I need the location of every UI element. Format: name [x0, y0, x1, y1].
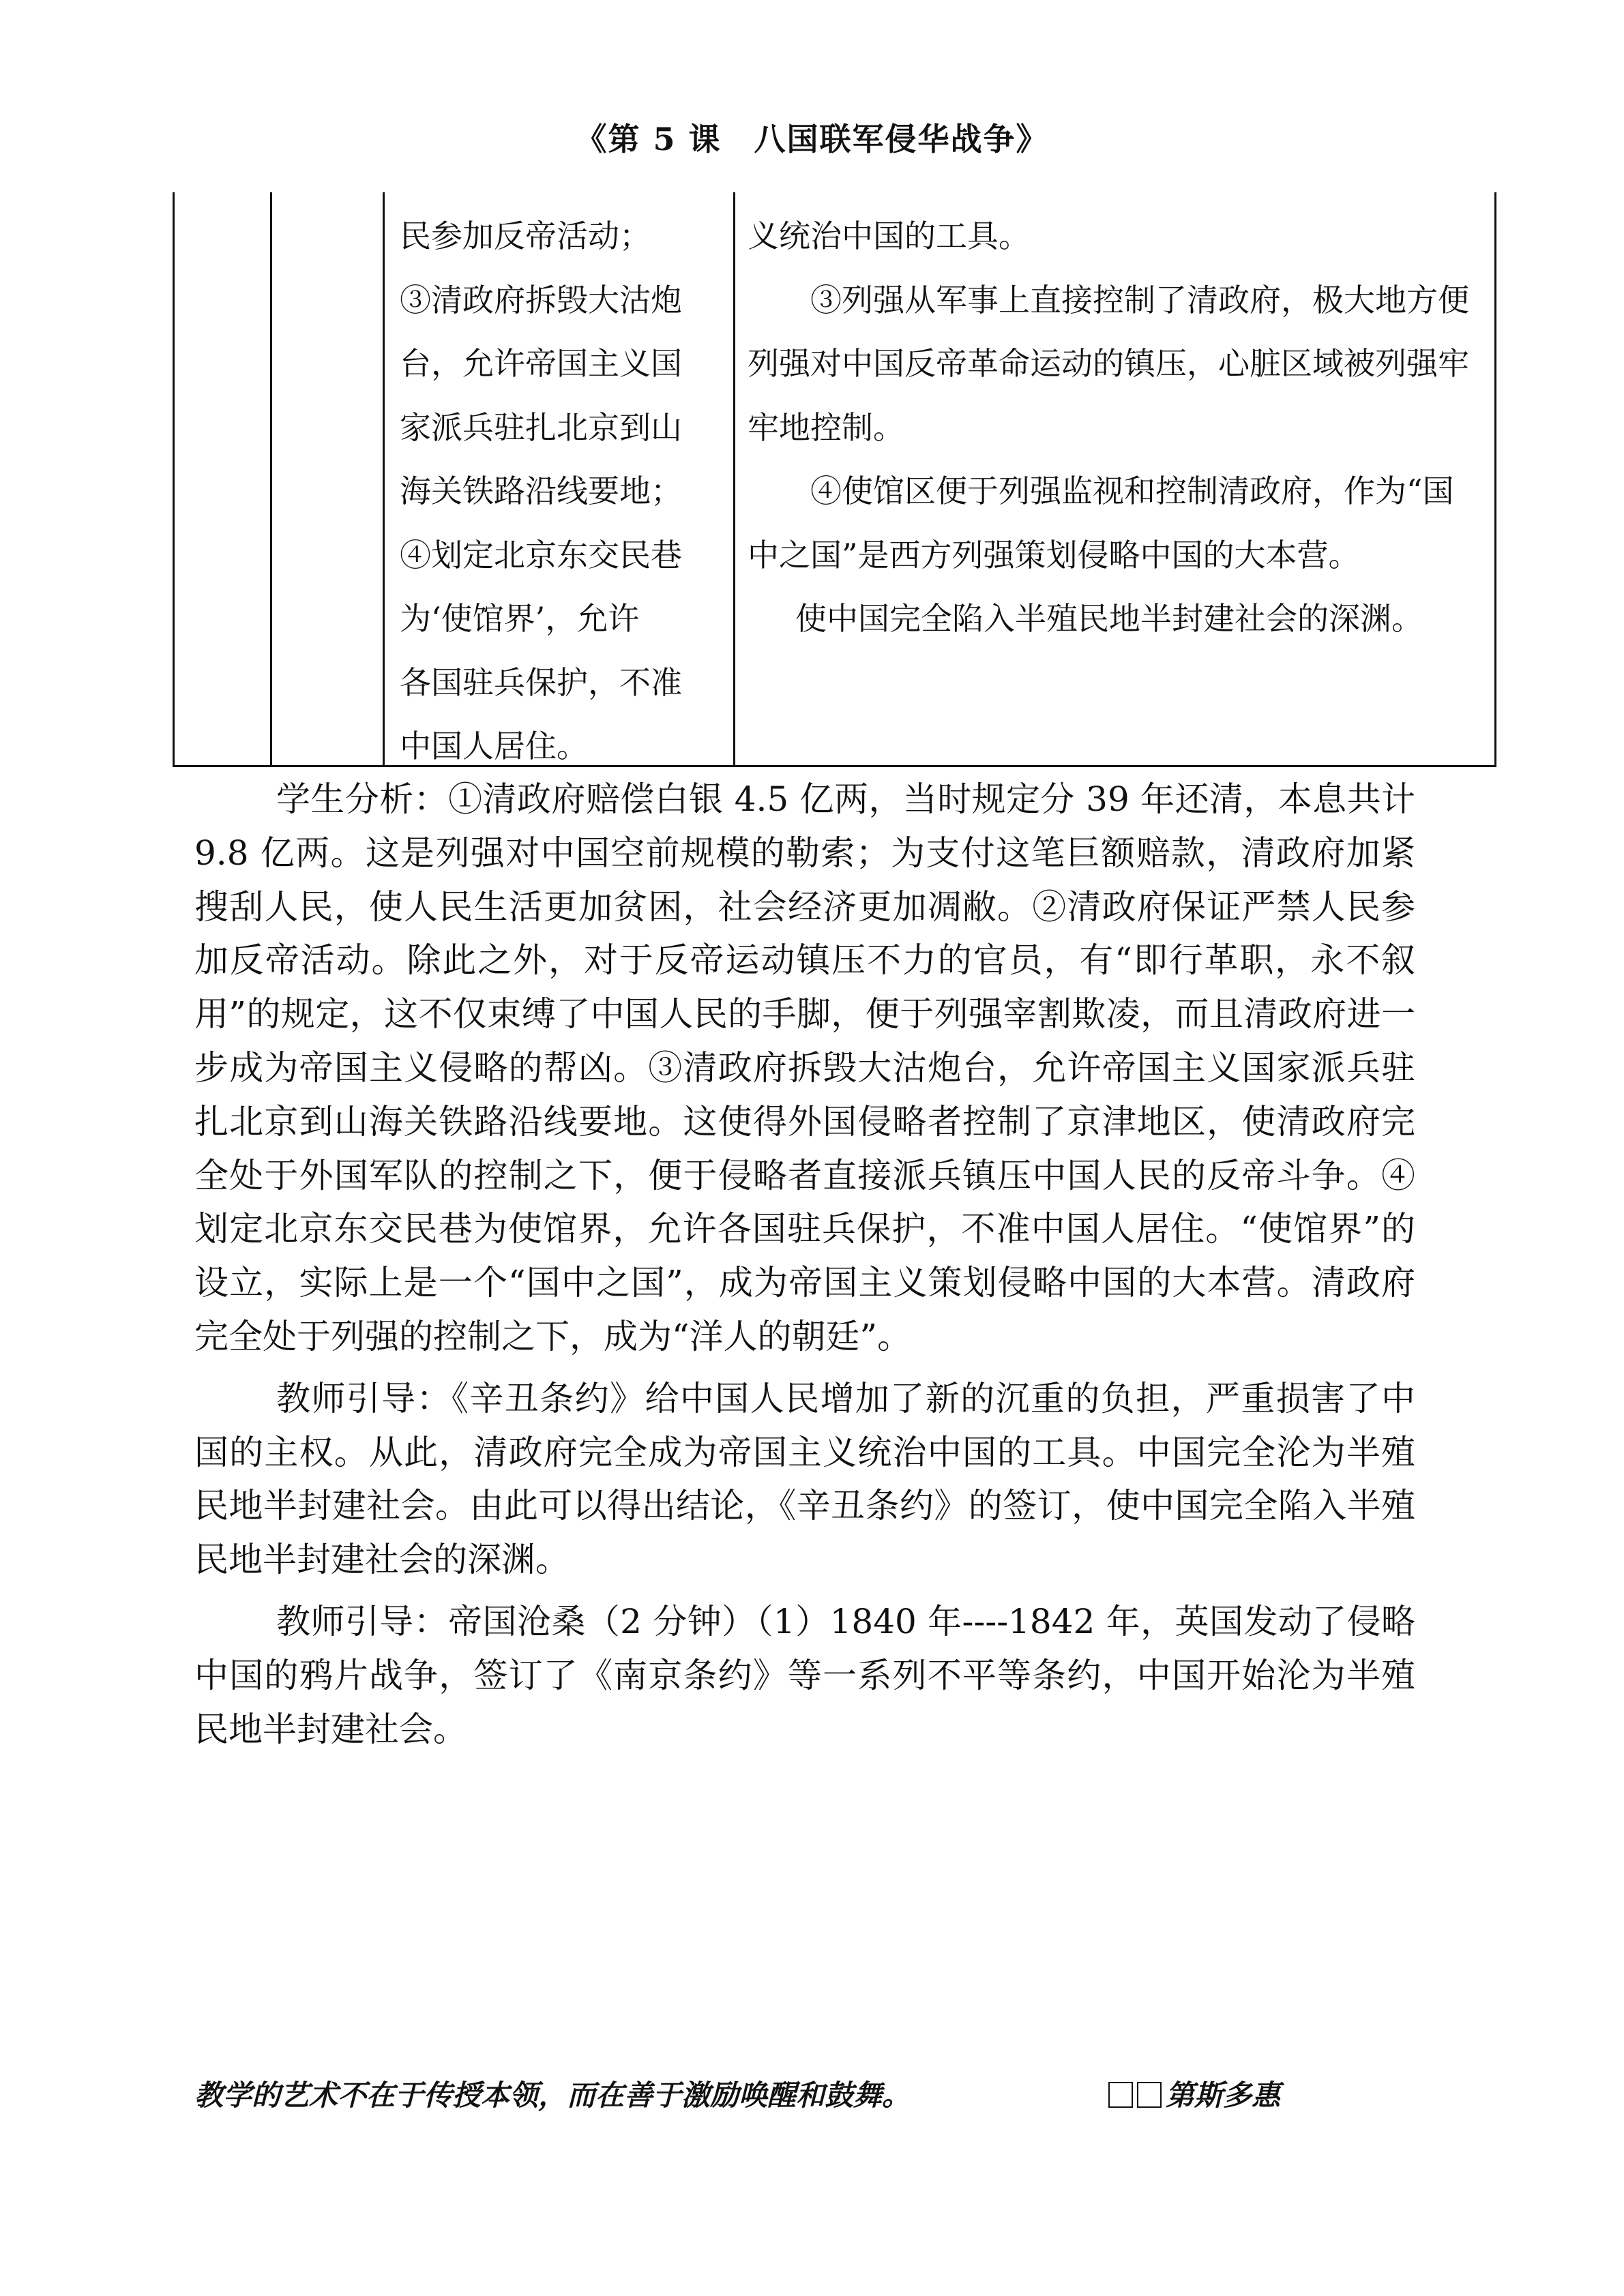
table-divider [733, 192, 735, 765]
placeholder-box-icon [1108, 2082, 1133, 2108]
impact-paragraph: ④使馆区便于列强监视和控制清政府，作为“国中之国”是西方列强策划侵略中国的大本营。 [748, 473, 1454, 573]
table-divider [270, 192, 272, 765]
body-text [194, 773, 1415, 1756]
teacher-guide-paragraph: 教师引导：《辛丑条约》给中国人民增加了新的沉重的负担，严重损害了中国的主权。从此，清政府完全成为帝国主义统治中国的工具。中国完全沦为半殖民地半封建社会。由此可以得出结论，《辛丑条约》的签订，使中国完全陷入半殖民地半封建社会的深渊。 [194, 1378, 1415, 1580]
treaty-term-line: ③清政府拆毁大沽炮 [400, 281, 682, 318]
footer-attribution [1108, 2073, 1280, 2114]
teacher-guide-paragraph: 教师引导：帝国沧桑（2 分钟）（1）1840 年----1842 年，英国发动了侵略中国的鸦片战争，签订了《南京条约》等一系列不平等条约，中国开始沦为半殖民地半封建社会。 [194, 1601, 1415, 1749]
lesson-table [173, 192, 1496, 767]
placeholder-box-icon [1137, 2082, 1162, 2108]
impact-conclusion: 使中国完全陷入半殖民地半封建社会的深渊。 [795, 600, 1423, 637]
footer-motto: 教学的艺术不在于传授本领，而在善于激励唤醒和鼓舞。 [194, 2078, 911, 2112]
impact-cell [748, 205, 1477, 651]
page-header: 《第 5 课 八国联军侵华战争》 [575, 121, 1049, 158]
page-footer [194, 2073, 1286, 2114]
treaty-term-line: 中国人居住。 [400, 728, 588, 764]
treaty-term-line: ④划定北京东交民巷 [400, 536, 682, 573]
treaty-term-line: 各国驻兵保护，不准 [400, 664, 682, 701]
footer-author: 第斯多惠 [1166, 2078, 1281, 2112]
treaty-terms-cell [400, 205, 720, 779]
treaty-term-line: 民参加反帝活动； [400, 218, 651, 254]
treaty-term-line: 海关铁路沿线要地； [400, 473, 682, 509]
impact-paragraph: ③列强从军事上直接控制了清政府，极大地方便列强对中国反帝革命运动的镇压，心脏区域被列强牢牢地控制。 [748, 281, 1469, 446]
impact-line: 义统治中国的工具。 [748, 218, 1030, 254]
treaty-term-line: 台，允许帝国主义国 [400, 345, 682, 382]
treaty-term-line: 为‘使馆界’，允许 [400, 600, 640, 637]
student-analysis-paragraph: 学生分析：①清政府赔偿白银 4.5 亿两，当时规定分 39 年还清，本息共计 9.8 亿两。这是列强对中国空前规模的勒索；为支付这笔巨额赔款，清政府加紧搜刮人民，使人民生活更加贫困，社会经济更加凋敝。②清政府保证严禁人民参加反帝活动。除此之外，对于反帝运动镇压不力的官员，有“即行革职，永不叙用”的规定，这不仅束缚了中国人民的手脚，便于列强宰割欺凌，而且清政府进一步成为帝国主义侵略的帮凶。③清政府拆毁大沽炮台，允许帝国主义国家派兵驻扎北京到山海关铁路沿线要地。这使得外国侵略者控制了京津地区，使清政府完全处于外国军队的控制之下，便于侵略者直接派兵镇压中国人民的反帝斗争。④划定北京东交民巷为使馆界，允许各国驻兵保护，不准中国人居住。“使馆界”的设立，实际上是一个“国中之国”，成为帝国主义策划侵略中国的大本营。清政府完全处于列强的控制之下，成为“洋人的朝廷”。 [194, 779, 1415, 1356]
treaty-term-line: 家派兵驻扎北京到山 [400, 408, 682, 446]
table-divider [383, 192, 385, 765]
